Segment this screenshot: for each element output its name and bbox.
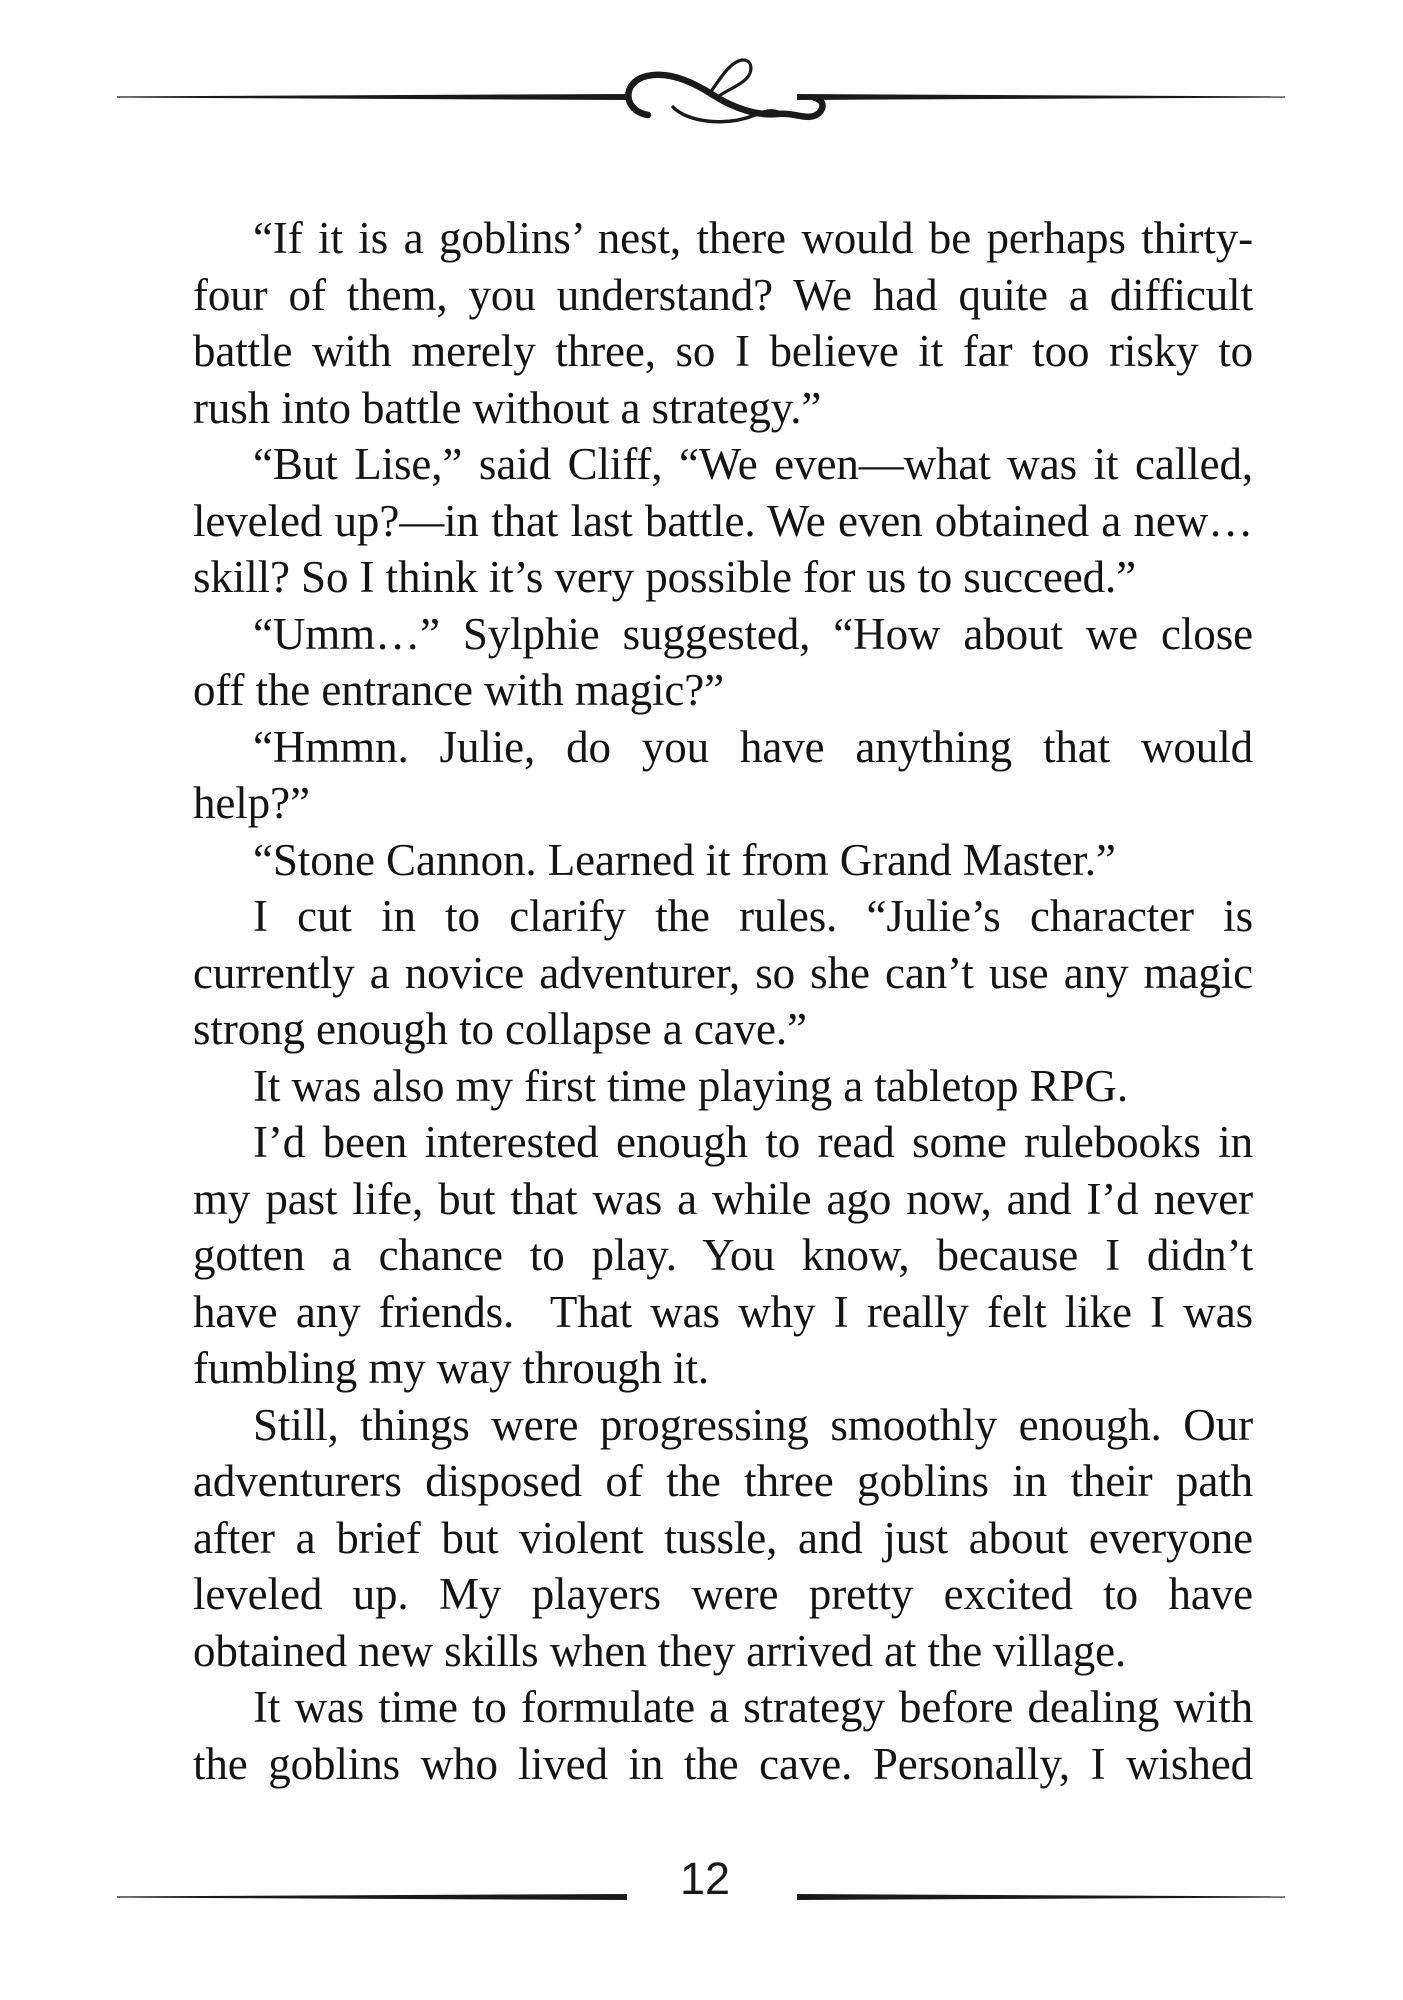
text-line: I cut in to clarify the rules. “Julie’s character is bbox=[253, 891, 1253, 941]
text-line: have any friends. That was why I really felt like I was bbox=[193, 1286, 1253, 1337]
header-rule-right bbox=[797, 94, 1285, 100]
text-line: currently a novice adventurer, so she can’t use any magic bbox=[193, 947, 1253, 998]
text-line: “Hmmn. Julie, do you have anything that would bbox=[253, 721, 1253, 772]
header-rule-left bbox=[117, 94, 627, 100]
text-line: obtained new skills when they arrived at the village. bbox=[193, 1625, 1127, 1676]
flourish-ornament-icon bbox=[603, 52, 847, 134]
text-line: “Stone Cannon. Learned it from Grand Master.” bbox=[253, 834, 1116, 885]
text-line: the goblins who lived in the cave. Personally, I wished bbox=[193, 1738, 1253, 1789]
text-line: It was also my first time playing a tabletop RPG. bbox=[253, 1060, 1128, 1111]
text-line: strong enough to collapse a cave.” bbox=[193, 1004, 807, 1054]
text-line: after a brief but violent tussle, and just about everyone bbox=[193, 1512, 1253, 1563]
text-line: “Umm…” Sylphie suggested, “How about we close bbox=[253, 608, 1253, 659]
text-line: I’d been interested enough to read some rulebooks in bbox=[253, 1117, 1253, 1167]
text-line: “If it is a goblins’ nest, there would be perhaps thirty- bbox=[253, 213, 1253, 263]
text-block bbox=[193, 210, 1253, 1792]
text-line: Still, things were progressing smoothly enough. Our bbox=[253, 1399, 1253, 1450]
text-line: battle with merely three, so I believe it far too risky to bbox=[193, 326, 1253, 376]
text-line: four of them, you understand? We had quite a difficult bbox=[193, 269, 1253, 320]
page-number: 12 bbox=[679, 1853, 731, 1904]
text-line: “But Lise,” said Cliff, “We even—what was it called, bbox=[253, 439, 1253, 489]
text-line: fumbling my way through it. bbox=[193, 1343, 710, 1393]
text-line: gotten a chance to play. You know, because I didn’t bbox=[193, 1230, 1253, 1280]
text-line: leveled up?—in that last battle. We even obtained a new… bbox=[193, 495, 1253, 546]
text-line: It was time to formulate a strategy before dealing with bbox=[253, 1682, 1253, 1732]
text-line: adventurers disposed of the three goblins in their path bbox=[193, 1456, 1253, 1506]
text-line: off the entrance with magic?” bbox=[193, 665, 725, 715]
text-line: help?” bbox=[193, 778, 310, 828]
text-line: leveled up. My players were pretty excited to have bbox=[193, 1569, 1253, 1619]
footer-rule-left bbox=[117, 1894, 627, 1900]
text-line: skill? So I think it’s very possible for us to succeed.” bbox=[193, 552, 1137, 602]
footer-rule-right bbox=[797, 1894, 1285, 1900]
text-line: my past life, but that was a while ago now, and I’d never bbox=[193, 1173, 1253, 1224]
text-line: rush into battle without a strategy.” bbox=[193, 382, 822, 433]
